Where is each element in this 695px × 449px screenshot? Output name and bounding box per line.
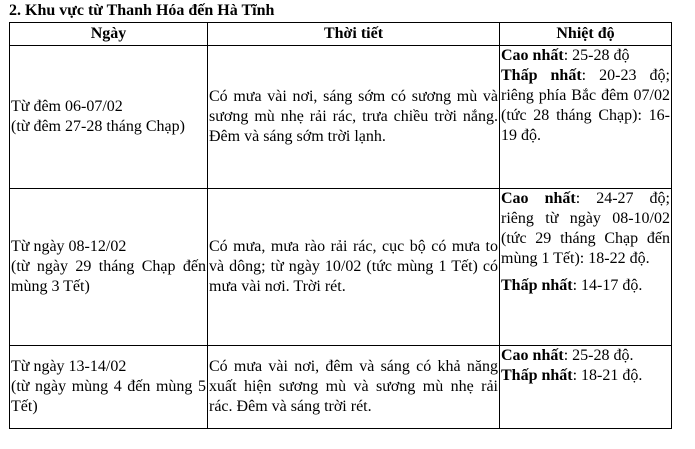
date-cell [10, 46, 208, 189]
lunar-date: (từ ngày mùng 4 đến mùng 5 Tết) [11, 378, 206, 415]
temp-high-value: : 24-27 độ; riêng từ ngày 08-10/02 (tức 29 tháng Chạp đến mùng 1 Tết): 18-22 độ. [501, 190, 670, 267]
date-range: Từ ngày 08-12/02 [11, 238, 127, 255]
temp-low [501, 276, 670, 296]
temp-low-label: Thấp nhất [501, 277, 573, 294]
weather-cell: Có mưa vài nơi, sáng sớm có sương mù và sương mù nhẹ rải rác, trưa chiều trời nắng. Đêm và sáng sớm trời lạnh. [208, 46, 500, 189]
temperature-cell [500, 346, 672, 429]
header-weather: Thời tiết [208, 23, 500, 46]
temp-low-label: Thấp nhất [501, 367, 573, 384]
temp-low [501, 366, 670, 386]
section-heading: 2. Khu vực từ Thanh Hóa đến Hà Tĩnh [9, 2, 275, 19]
table-row [10, 189, 672, 346]
table-row [10, 346, 672, 429]
temp-low-label: Thấp nhất [501, 67, 582, 84]
temp-low-value: : 20-23 độ; riêng phía Bắc đêm 07/02 (tức 28 tháng Chạp): 16-19 độ. [501, 67, 670, 144]
date-cell [10, 346, 208, 429]
temp-high-label: Cao nhất [501, 190, 576, 207]
temp-high-value: : 25-28 độ. [563, 347, 634, 364]
temperature-cell [500, 189, 672, 346]
temp-high [501, 189, 670, 269]
temp-low [501, 66, 670, 146]
lunar-date: (từ ngày 29 tháng Chạp đến mùng 3 Tết) [11, 258, 206, 295]
header-temperature: Nhiệt độ [500, 23, 672, 46]
temp-low-value: : 18-21 độ. [572, 367, 643, 384]
lunar-date: (từ đêm 27-28 tháng Chạp) [11, 118, 185, 135]
temp-high [501, 46, 670, 66]
temp-high-value: : 25-28 độ [563, 47, 630, 64]
temperature-cell [500, 46, 672, 189]
date-range: Từ đêm 06-07/02 [11, 98, 123, 115]
table-row [10, 46, 672, 189]
temp-high-label: Cao nhất [501, 347, 564, 364]
header-date: Ngày [10, 23, 208, 46]
date-range: Từ ngày 13-14/02 [11, 358, 127, 375]
weather-cell: Có mưa vài nơi, đêm và sáng có khả năng xuất hiện sương mù và sương mù nhẹ rải rác. Đêm và sáng trời rét. [208, 346, 500, 429]
temp-low-value: : 14-17 độ. [572, 277, 643, 294]
weather-cell: Có mưa, mưa rào rải rác, cục bộ có mưa to và dông; từ ngày 10/02 (tức mùng 1 Tết) có mưa vài nơi. Trời rét. [208, 189, 500, 346]
weather-table [9, 22, 672, 429]
date-cell [10, 189, 208, 346]
table-header-row [10, 23, 672, 46]
temp-high-label: Cao nhất [501, 47, 564, 64]
temp-high [501, 346, 670, 366]
